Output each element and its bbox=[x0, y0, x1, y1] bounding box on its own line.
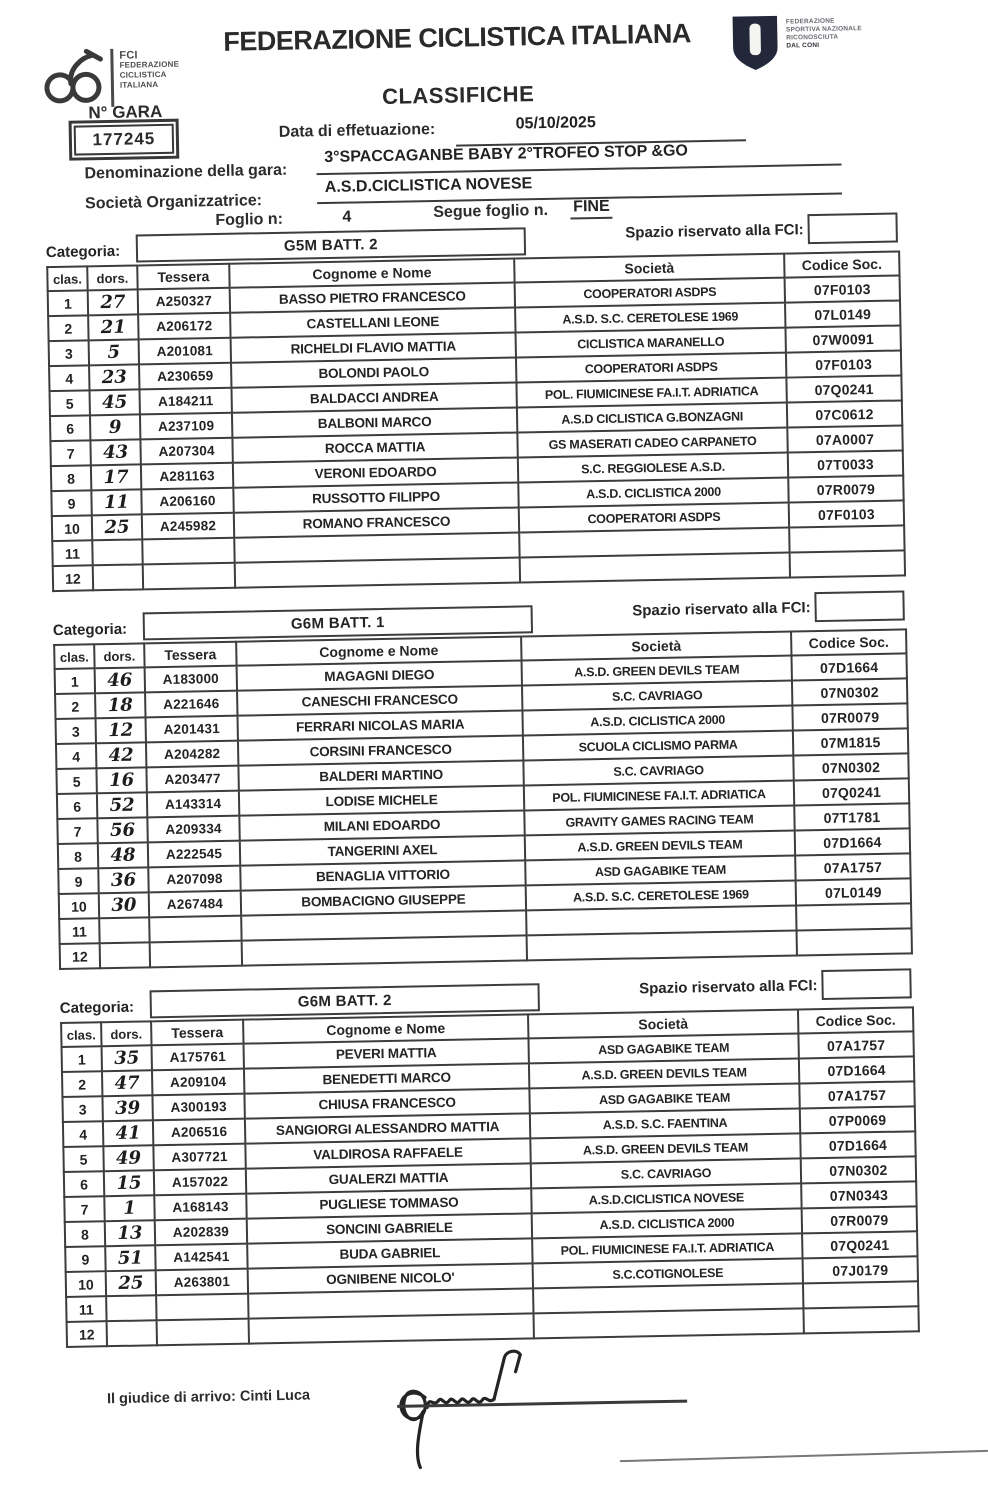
clas-header: clas. bbox=[47, 266, 87, 291]
nome-cell bbox=[242, 935, 527, 965]
clas-cell: 4 bbox=[63, 1121, 103, 1147]
codice-cell: 07Q0241 bbox=[794, 778, 909, 805]
categoria-label: Categoria: bbox=[59, 998, 135, 1017]
tessera-cell: A143314 bbox=[147, 791, 239, 818]
societa-organizzatrice-label: Società Organizzatrice: bbox=[84, 192, 263, 213]
nome-cell: VALDIROSA RAFFAELE bbox=[245, 1138, 530, 1168]
dors-cell: 16 bbox=[96, 767, 146, 793]
clas-cell: 12 bbox=[67, 1321, 107, 1347]
codice-cell: 07F0103 bbox=[785, 275, 900, 302]
codice-cell: 07Q0241 bbox=[786, 375, 901, 402]
clas-cell: 1 bbox=[62, 1046, 102, 1072]
fci-logo-line: FCI bbox=[119, 49, 138, 62]
spazio-fci-box bbox=[821, 968, 912, 1000]
nome-cell: RICHELDI FLAVIO MATTIA bbox=[231, 333, 516, 363]
clas-cell: 5 bbox=[56, 768, 96, 794]
dors-cell: 27 bbox=[88, 289, 138, 315]
dors-cell: 25 bbox=[106, 1270, 156, 1296]
table-body bbox=[55, 653, 912, 969]
societa-cell: A.S.D. CICLISTICA 2000 bbox=[518, 478, 788, 508]
clas-cell: 10 bbox=[66, 1271, 106, 1297]
categoria-value: G6M BATT. 1 bbox=[290, 613, 385, 633]
dors-cell bbox=[99, 917, 149, 943]
clas-cell: 8 bbox=[51, 465, 91, 491]
nome-cell: BENEDETTI MARCO bbox=[244, 1063, 529, 1093]
codice-cell: 07L0149 bbox=[796, 878, 911, 905]
coni-logo-line: DAL CONI bbox=[786, 41, 820, 50]
categoria-value-box bbox=[150, 983, 540, 1018]
tessera-cell bbox=[142, 538, 234, 565]
fci-logo-line: CICLISTICA bbox=[119, 69, 167, 80]
societa-cell: COOPERATORI ASDPS bbox=[519, 503, 789, 533]
societa-cell: SCUOLA CICLISMO PARMA bbox=[523, 731, 793, 761]
segue-foglio-value: FINE bbox=[570, 198, 613, 220]
clas-header: clas. bbox=[61, 1022, 101, 1047]
logo-divider bbox=[110, 49, 114, 107]
tessera-cell bbox=[149, 916, 241, 943]
dors-cell: 12 bbox=[96, 717, 146, 743]
codice-cell: 07R0079 bbox=[802, 1206, 917, 1233]
dors-cell bbox=[107, 1320, 157, 1346]
dors-cell: 42 bbox=[96, 742, 146, 768]
clas-cell: 5 bbox=[63, 1146, 103, 1172]
societa-cell: A.S.D.CICLISTICA NOVESE bbox=[531, 1183, 801, 1213]
codice-cell: 07M1815 bbox=[793, 728, 908, 755]
tessera-cell: A157022 bbox=[154, 1169, 246, 1196]
nome-cell: CASTELLANI LEONE bbox=[230, 308, 515, 338]
clas-cell: 11 bbox=[52, 540, 92, 566]
tessera-cell: A230659 bbox=[139, 363, 231, 390]
tessera-cell: A202839 bbox=[155, 1219, 247, 1246]
tessera-cell bbox=[157, 1319, 249, 1346]
judge-signature bbox=[366, 1343, 578, 1482]
clas-cell: 9 bbox=[51, 490, 91, 516]
societa-header: Società bbox=[514, 254, 784, 283]
codice-cell: 07Q0241 bbox=[802, 1231, 917, 1258]
dors-cell bbox=[92, 539, 142, 565]
clas-cell: 1 bbox=[48, 290, 88, 316]
tessera-cell: A222545 bbox=[148, 841, 240, 868]
dors-cell: 18 bbox=[95, 692, 145, 718]
nome-header: Cognome e Nome bbox=[236, 636, 521, 665]
dors-cell: 30 bbox=[99, 892, 149, 918]
tessera-cell: A203477 bbox=[146, 766, 238, 793]
societa-cell: GS MASERATI CADEO CARPANETO bbox=[517, 428, 787, 458]
codice-cell: 07R0079 bbox=[792, 703, 907, 730]
clas-cell: 8 bbox=[58, 843, 98, 869]
tessera-cell: A263801 bbox=[156, 1269, 248, 1296]
tessera-cell: A245982 bbox=[142, 513, 234, 540]
societa-cell: S.C.COTIGNOLESE bbox=[533, 1258, 803, 1288]
categoria-label: Categoria: bbox=[52, 620, 128, 640]
societa-cell: COOPERATORI ASDPS bbox=[516, 353, 786, 383]
societa-cell: ASD GAGABIKE TEAM bbox=[525, 856, 795, 886]
tessera-cell: A142541 bbox=[155, 1244, 247, 1271]
clas-cell: 2 bbox=[55, 693, 95, 719]
giudice-label: Il giudice di arrivo: bbox=[106, 1388, 237, 1408]
categoria-value-box bbox=[136, 227, 526, 262]
coni-logo-block bbox=[730, 11, 863, 78]
giudice-value: Cinti Luca bbox=[239, 1387, 311, 1405]
tessera-cell: A281163 bbox=[141, 463, 233, 490]
codice-cell: 07T0033 bbox=[788, 450, 903, 477]
dors-cell: 39 bbox=[102, 1095, 152, 1121]
codice-cell bbox=[797, 928, 912, 955]
tessera-cell: A209334 bbox=[147, 816, 239, 843]
dors-cell: 46 bbox=[95, 667, 145, 693]
tessera-cell: A184211 bbox=[139, 388, 231, 415]
categoria-value: G5M BATT. 2 bbox=[283, 235, 378, 255]
coni-logo-text bbox=[786, 11, 863, 77]
nome-cell: LODISE MICHELE bbox=[239, 785, 524, 815]
codice-header: Codice Soc. bbox=[791, 629, 906, 655]
spazio-fci bbox=[639, 968, 912, 1003]
results-section-g5m-batt2 bbox=[46, 221, 904, 593]
nome-cell: PEVERI MATTIA bbox=[244, 1038, 529, 1068]
clas-cell: 6 bbox=[57, 793, 97, 819]
societa-cell: A.S.D. GREEN DEVILS TEAM bbox=[522, 656, 792, 686]
dors-header: dors. bbox=[87, 265, 137, 290]
codice-cell bbox=[803, 1281, 918, 1308]
tessera-cell: A206160 bbox=[141, 488, 233, 515]
codice-cell: 07F0103 bbox=[789, 500, 904, 527]
clas-cell: 11 bbox=[66, 1296, 106, 1322]
codice-cell: 07L0149 bbox=[785, 300, 900, 327]
societa-cell: POL. FIUMICINESE FA.I.T. ADRIATICA bbox=[524, 781, 794, 811]
data-effettuazione-value: 05/10/2025 bbox=[515, 114, 596, 133]
tessera-cell: A267484 bbox=[149, 891, 241, 918]
nome-cell: RUSSOTTO FILIPPO bbox=[233, 483, 518, 513]
dors-cell: 48 bbox=[98, 842, 148, 868]
foglio-label: Foglio n: bbox=[215, 210, 284, 230]
dors-cell: 51 bbox=[105, 1245, 155, 1271]
nome-cell: FERRARI NICOLAS MARIA bbox=[237, 710, 522, 740]
societa-cell: S.C. CAVRIAGO bbox=[531, 1158, 801, 1188]
fci-logo-line: ITALIANA bbox=[119, 80, 159, 90]
nome-cell: PUGLIESE TOMMASO bbox=[246, 1188, 531, 1218]
tessera-cell: A250327 bbox=[138, 288, 230, 315]
nome-cell: TANGERINI AXEL bbox=[240, 835, 525, 865]
dors-cell bbox=[93, 564, 143, 590]
codice-cell: 07D1664 bbox=[800, 1131, 915, 1158]
nome-cell: BALDACCI ANDREA bbox=[231, 383, 516, 413]
societa-cell: POL. FIUMICINESE FA.I.T. ADRIATICA bbox=[516, 378, 786, 408]
table-body bbox=[48, 275, 905, 591]
tessera-cell: A168143 bbox=[154, 1194, 246, 1221]
nome-cell: ROMANO FRANCESCO bbox=[234, 508, 519, 538]
clas-cell: 1 bbox=[55, 668, 95, 694]
societa-cell: A.S.D. CICLISTICA 2000 bbox=[522, 706, 792, 736]
clas-cell: 11 bbox=[59, 918, 99, 944]
tessera-cell: A300193 bbox=[152, 1094, 244, 1121]
societa-cell: S.C. CAVRIAGO bbox=[522, 681, 792, 711]
nome-cell: MILANI EDOARDO bbox=[239, 810, 524, 840]
table-body bbox=[62, 1031, 919, 1347]
clas-cell: 4 bbox=[56, 743, 96, 769]
clas-cell: 3 bbox=[62, 1096, 102, 1122]
societa-cell: A.S.D. GREEN DEVILS TEAM bbox=[529, 1058, 799, 1088]
codice-cell: 07F0103 bbox=[786, 350, 901, 377]
nome-cell: CANESCHI FRANCESCO bbox=[237, 685, 522, 715]
clas-cell: 9 bbox=[58, 868, 98, 894]
dors-cell: 1 bbox=[104, 1195, 154, 1221]
tessera-cell: A221646 bbox=[145, 691, 237, 718]
codice-cell: 07D1664 bbox=[799, 1056, 914, 1083]
clas-cell: 8 bbox=[65, 1221, 105, 1247]
dors-cell: 21 bbox=[88, 314, 138, 340]
codice-cell: 07D1664 bbox=[795, 828, 910, 855]
codice-cell bbox=[796, 903, 911, 930]
clas-cell: 10 bbox=[52, 515, 92, 541]
societa-organizzatrice-value: A.S.D.CICLISTICA NOVESE bbox=[324, 175, 533, 197]
tessera-cell: A206516 bbox=[153, 1119, 245, 1146]
clas-cell: 7 bbox=[50, 440, 90, 466]
tessera-header: Tessera bbox=[144, 642, 236, 668]
tessera-cell: A207304 bbox=[140, 438, 232, 465]
foglio-value: 4 bbox=[342, 208, 352, 226]
codice-cell: 07N0302 bbox=[793, 753, 908, 780]
spazio-fci-label: Spazio riservato alla FCI: bbox=[632, 598, 811, 619]
clas-cell: 3 bbox=[49, 340, 89, 366]
nome-cell: VERONI EDOARDO bbox=[233, 458, 518, 488]
tessera-cell: A204282 bbox=[146, 741, 238, 768]
clas-cell: 2 bbox=[48, 315, 88, 341]
codice-cell bbox=[789, 525, 904, 552]
giudice-arrivo bbox=[107, 1387, 310, 1407]
n-gara-value-box bbox=[74, 124, 175, 156]
nome-cell: CHIUSA FRANCESCO bbox=[244, 1088, 529, 1118]
clas-cell: 7 bbox=[64, 1196, 104, 1222]
nome-header: Cognome e Nome bbox=[229, 259, 514, 288]
societa-cell bbox=[533, 1308, 803, 1338]
clas-cell: 10 bbox=[59, 893, 99, 919]
spazio-fci-box bbox=[807, 213, 898, 245]
spazio-fci-box bbox=[814, 590, 905, 622]
societa-cell: A.S.D. S.C. FAENTINA bbox=[530, 1108, 800, 1138]
document-header bbox=[42, 2, 946, 236]
dors-cell: 25 bbox=[92, 514, 142, 540]
nome-cell bbox=[235, 557, 520, 587]
federation-title: FEDERAZIONE CICLISTICA ITALIANA bbox=[223, 18, 692, 57]
clas-cell: 2 bbox=[62, 1071, 102, 1097]
dors-cell: 52 bbox=[97, 792, 147, 818]
dors-cell: 49 bbox=[103, 1145, 153, 1171]
results-table bbox=[60, 1006, 920, 1348]
dors-cell: 13 bbox=[105, 1220, 155, 1246]
societa-cell: ASD GAGABIKE TEAM bbox=[528, 1033, 798, 1063]
tessera-header: Tessera bbox=[151, 1020, 243, 1046]
societa-cell: S.C. CAVRIAGO bbox=[523, 756, 793, 786]
document-footer bbox=[66, 1348, 920, 1464]
societa-cell: GRAVITY GAMES RACING TEAM bbox=[524, 806, 794, 836]
societa-cell: A.S.D CICLISTICA G.BONZAGNI bbox=[517, 403, 787, 433]
codice-cell: 07C0612 bbox=[787, 400, 902, 427]
results-section-g6m-batt2 bbox=[60, 976, 918, 1348]
dors-cell: 36 bbox=[98, 867, 148, 893]
fci-logo-text bbox=[119, 46, 179, 91]
nome-cell: BALDERI MARTINO bbox=[238, 760, 523, 790]
codice-cell: 07A1757 bbox=[799, 1081, 914, 1108]
dors-cell: 41 bbox=[103, 1120, 153, 1146]
nome-cell: SONCINI GABRIELE bbox=[247, 1213, 532, 1243]
dors-cell: 15 bbox=[104, 1170, 154, 1196]
coni-logo-line: RICONOSCIUTA bbox=[786, 33, 839, 42]
nome-cell: BOLONDI PAOLO bbox=[231, 358, 516, 388]
societa-cell: A.S.D. S.C. CERETOLESE 1969 bbox=[526, 880, 796, 910]
codice-cell: 07D1664 bbox=[791, 653, 906, 680]
societa-header: Società bbox=[528, 1009, 798, 1038]
coni-logo-line: FEDERAZIONE bbox=[785, 17, 835, 26]
clas-cell: 6 bbox=[50, 415, 90, 441]
nome-cell: GUALERZI MATTIA bbox=[246, 1163, 531, 1193]
codice-cell: 07P0069 bbox=[800, 1106, 915, 1133]
codice-cell: 07R0079 bbox=[788, 475, 903, 502]
categoria-value-box bbox=[143, 605, 533, 640]
societa-cell: S.C. REGGIOLESE A.S.D. bbox=[518, 453, 788, 483]
nome-header: Cognome e Nome bbox=[243, 1014, 528, 1043]
clas-cell: 9 bbox=[65, 1246, 105, 1272]
dors-cell: 43 bbox=[90, 439, 140, 465]
codice-cell: 07N0302 bbox=[801, 1156, 916, 1183]
nome-cell: BASSO PIETRO FRANCESCO bbox=[230, 283, 515, 313]
nome-cell: BUDA GABRIEL bbox=[247, 1238, 532, 1268]
dors-cell: 17 bbox=[91, 464, 141, 490]
tessera-header: Tessera bbox=[137, 264, 229, 290]
spazio-fci-label: Spazio riservato alla FCI: bbox=[639, 976, 818, 997]
nome-cell bbox=[249, 1313, 534, 1343]
tessera-cell: A201081 bbox=[139, 338, 231, 365]
codice-header: Codice Soc. bbox=[784, 251, 899, 277]
societa-cell: CICLISTICA MARANELLO bbox=[516, 328, 786, 358]
results-section-g6m-batt1 bbox=[53, 598, 911, 970]
societa-cell: COOPERATORI ASDPS bbox=[515, 278, 785, 308]
societa-cell: ASD GAGABIKE TEAM bbox=[529, 1083, 799, 1113]
societa-header: Società bbox=[521, 632, 791, 661]
codice-cell: 07N0343 bbox=[801, 1181, 916, 1208]
nome-cell: SANGIORGI ALESSANDRO MATTIA bbox=[245, 1113, 530, 1143]
tessera-cell bbox=[150, 941, 242, 968]
nome-cell: MAGAGNI DIEGO bbox=[237, 660, 522, 690]
nome-cell: ROCCA MATTIA bbox=[232, 433, 517, 463]
societa-cell bbox=[527, 930, 797, 960]
denominazione-value: 3°SPACCAGANBE BABY 2°TROFEO STOP &GO bbox=[324, 142, 689, 167]
clas-cell: 6 bbox=[64, 1171, 104, 1197]
societa-cell: POL. FIUMICINESE FA.I.T. ADRIATICA bbox=[532, 1233, 802, 1263]
dors-cell: 45 bbox=[90, 389, 140, 415]
codice-cell bbox=[790, 550, 905, 577]
dors-header: dors. bbox=[94, 643, 144, 668]
tessera-cell: A207098 bbox=[148, 866, 240, 893]
clas-cell: 5 bbox=[50, 390, 90, 416]
dors-cell: 11 bbox=[91, 489, 141, 515]
codice-cell: 07J0179 bbox=[803, 1256, 918, 1283]
codice-cell: 07A1757 bbox=[798, 1031, 913, 1058]
dors-cell: 47 bbox=[102, 1070, 152, 1096]
tessera-cell: A175761 bbox=[152, 1044, 244, 1071]
fci-logo-line: FEDERAZIONE bbox=[119, 59, 180, 70]
societa-cell bbox=[520, 553, 790, 583]
spazio-fci bbox=[632, 590, 905, 625]
clas-cell: 4 bbox=[49, 365, 89, 391]
dors-cell bbox=[106, 1295, 156, 1321]
societa-cell: A.S.D. S.C. CERETOLESE 1969 bbox=[515, 303, 785, 333]
coni-logo-line: SPORTIVA NAZIONALE bbox=[785, 25, 862, 34]
nome-cell: BENAGLIA VITTORIO bbox=[240, 860, 525, 890]
tessera-cell: A237109 bbox=[140, 413, 232, 440]
n-gara-value: 177245 bbox=[92, 129, 156, 150]
tessera-cell: A206172 bbox=[138, 313, 230, 340]
tessera-cell bbox=[143, 563, 235, 590]
clas-cell: 12 bbox=[53, 565, 93, 591]
codice-cell: 07N0302 bbox=[792, 678, 907, 705]
results-table bbox=[46, 250, 906, 592]
codice-cell: 07T1781 bbox=[794, 803, 909, 830]
societa-cell: A.S.D. GREEN DEVILS TEAM bbox=[530, 1133, 800, 1163]
spazio-fci-label: Spazio riservato alla FCI: bbox=[625, 220, 804, 242]
denominazione-label: Denominazione della gara: bbox=[84, 161, 288, 183]
nome-cell: OGNIBENE NICOLO' bbox=[248, 1263, 533, 1293]
dors-cell: 5 bbox=[89, 339, 139, 365]
n-gara-label: N° GARA bbox=[88, 101, 163, 123]
clas-cell: 7 bbox=[57, 818, 97, 844]
tessera-cell: A209104 bbox=[152, 1069, 244, 1096]
codice-header: Codice Soc. bbox=[798, 1007, 913, 1033]
nome-cell: CORSINI FRANCESCO bbox=[238, 735, 523, 765]
coni-shield-icon bbox=[730, 13, 781, 79]
dors-cell: 56 bbox=[97, 817, 147, 843]
societa-cell: A.S.D. CICLISTICA 2000 bbox=[532, 1208, 802, 1238]
societa-cell: A.S.D. GREEN DEVILS TEAM bbox=[525, 831, 795, 861]
codice-cell: 07W0091 bbox=[785, 325, 900, 352]
clas-header: clas. bbox=[54, 644, 94, 669]
nome-cell: BOMBACIGNO GIUSEPPE bbox=[241, 885, 526, 915]
tessera-cell: A201431 bbox=[146, 716, 238, 743]
dors-header: dors. bbox=[101, 1021, 151, 1046]
tessera-cell bbox=[156, 1294, 248, 1321]
spazio-fci bbox=[625, 213, 898, 248]
categoria-label: Categoria: bbox=[45, 242, 121, 262]
tessera-cell: A307721 bbox=[153, 1144, 245, 1171]
codice-cell: 07A0007 bbox=[787, 425, 902, 452]
dors-cell bbox=[100, 942, 150, 968]
dors-cell: 9 bbox=[90, 414, 140, 440]
categoria-value: G6M BATT. 2 bbox=[297, 991, 392, 1011]
clas-cell: 3 bbox=[56, 718, 96, 744]
segue-foglio-label: Segue foglio n. bbox=[433, 201, 549, 222]
dors-cell: 35 bbox=[102, 1045, 152, 1071]
codice-cell bbox=[803, 1306, 918, 1333]
nome-cell: BALBONI MARCO bbox=[232, 408, 517, 438]
clas-cell: 12 bbox=[60, 943, 100, 969]
dors-cell: 23 bbox=[89, 364, 139, 390]
codice-cell: 07A1757 bbox=[795, 853, 910, 880]
data-effettuazione-label: Data di effetuazione: bbox=[278, 120, 436, 141]
results-table bbox=[53, 628, 913, 970]
page-title: CLASSIFICHE bbox=[381, 81, 535, 109]
tessera-cell: A183000 bbox=[145, 666, 237, 693]
